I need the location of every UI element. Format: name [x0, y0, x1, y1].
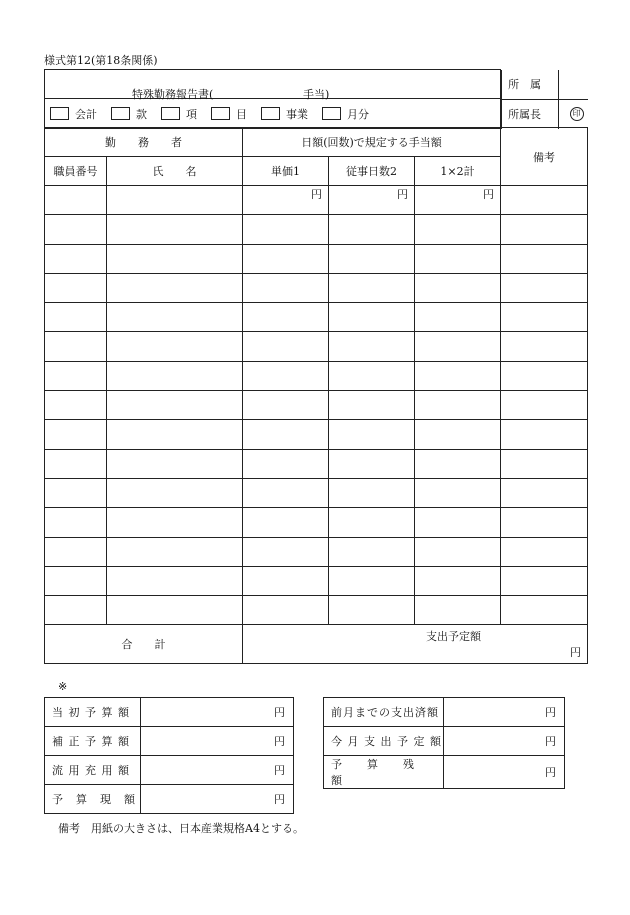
table-row [45, 244, 588, 273]
note-mark: ※ [58, 680, 68, 693]
table-cell[interactable] [243, 420, 329, 449]
table-cell[interactable] [329, 303, 415, 332]
table-cell[interactable] [415, 537, 501, 566]
report-table [44, 69, 588, 129]
checkbox[interactable] [261, 107, 280, 120]
table-cell[interactable]: 円 [243, 186, 329, 215]
table-cell[interactable] [329, 273, 415, 302]
head-label: 所属長 [501, 100, 559, 129]
budget-left-amount[interactable]: 円 [141, 785, 294, 814]
table-cell[interactable] [45, 391, 107, 420]
table-cell[interactable] [501, 186, 588, 215]
budget-right-amount[interactable]: 円 [444, 756, 565, 789]
table-cell[interactable] [329, 244, 415, 273]
checkbox-item[interactable] [161, 106, 197, 122]
checkbox-item[interactable] [261, 106, 308, 122]
table-cell[interactable] [501, 361, 588, 390]
budget-right-amount[interactable]: 円 [444, 727, 565, 756]
checkbox-label: 項 [186, 107, 197, 121]
table-row [45, 478, 588, 507]
report-title-cell [45, 70, 501, 99]
table-cell[interactable] [107, 186, 243, 215]
table-cell[interactable] [329, 391, 415, 420]
table-cell[interactable] [415, 596, 501, 625]
checkbox[interactable] [111, 107, 130, 120]
table-cell[interactable] [415, 332, 501, 361]
table-cell[interactable] [243, 391, 329, 420]
table-cell[interactable] [501, 303, 588, 332]
budget-left-label: 予 算 現 額 [45, 785, 141, 814]
head-sign-field[interactable] [559, 100, 588, 129]
checkbox-row [45, 99, 501, 129]
checkbox-label: 事業 [286, 107, 308, 121]
table-cell[interactable] [415, 244, 501, 273]
table-cell[interactable] [107, 508, 243, 537]
budget-right-row [324, 727, 565, 756]
table-cell[interactable] [415, 508, 501, 537]
budget-right-table [323, 697, 565, 789]
table-cell[interactable] [501, 537, 588, 566]
table-cell[interactable] [329, 508, 415, 537]
table-cell[interactable] [45, 508, 107, 537]
table-cell[interactable] [243, 273, 329, 302]
table-cell[interactable] [501, 508, 588, 537]
budget-right-label: 予 算 残 額 [324, 756, 444, 789]
table-row [45, 361, 588, 390]
budget-left-label: 補 正 予 算 額 [45, 727, 141, 756]
table-cell[interactable] [243, 596, 329, 625]
table-cell[interactable] [45, 566, 107, 595]
table-cell[interactable] [107, 478, 243, 507]
table-cell[interactable] [107, 303, 243, 332]
table-cell[interactable] [415, 478, 501, 507]
table-row [45, 273, 588, 302]
table-cell[interactable] [329, 478, 415, 507]
unit-price-header: 単価1 [243, 157, 329, 186]
table-row [45, 186, 588, 215]
table-cell[interactable] [415, 303, 501, 332]
table-cell[interactable] [45, 449, 107, 478]
table-cell[interactable] [45, 215, 107, 244]
worker-group-header: 勤 務 者 [45, 128, 243, 157]
table-row [45, 508, 588, 537]
table-cell[interactable] [501, 478, 588, 507]
report-title-left: 特殊勤務報告書( [132, 88, 214, 101]
table-cell[interactable] [501, 273, 588, 302]
table-cell[interactable] [329, 449, 415, 478]
table-cell[interactable] [243, 215, 329, 244]
table-cell[interactable] [107, 244, 243, 273]
checkbox-item[interactable] [50, 106, 97, 122]
checkbox-label: 款 [136, 107, 147, 121]
table-cell[interactable] [243, 508, 329, 537]
table-cell[interactable]: 円 [415, 186, 501, 215]
table-cell[interactable] [501, 420, 588, 449]
table-cell[interactable] [329, 420, 415, 449]
table-cell[interactable] [243, 244, 329, 273]
footer-note: 備考 用紙の大きさは、日本産業規格A4とする。 [58, 822, 304, 835]
checkbox-item[interactable] [111, 106, 147, 122]
budget-left-amount[interactable]: 円 [141, 727, 294, 756]
table-cell[interactable] [107, 215, 243, 244]
table-cell[interactable] [415, 420, 501, 449]
worker-table [44, 127, 588, 664]
budget-left-row [45, 698, 294, 727]
affiliation-cell [501, 70, 588, 99]
checkbox-label: 月分 [347, 107, 369, 121]
total-header: 1×2計 [415, 157, 501, 186]
table-cell[interactable] [501, 391, 588, 420]
table-cell[interactable] [329, 566, 415, 595]
table-cell[interactable] [107, 332, 243, 361]
form-number: 様式第12(第18条関係) [44, 54, 158, 67]
table-cell[interactable] [243, 478, 329, 507]
table-cell[interactable] [107, 361, 243, 390]
table-cell[interactable] [415, 391, 501, 420]
table-cell[interactable] [501, 566, 588, 595]
total-label: 合 計 [45, 625, 243, 664]
table-row [45, 332, 588, 361]
planned-amount-unit: 円 [570, 646, 582, 660]
head-cell [501, 99, 588, 129]
budget-left-row [45, 785, 294, 814]
table-cell[interactable] [415, 566, 501, 595]
budget-right-row [324, 698, 565, 727]
table-cell[interactable] [107, 273, 243, 302]
planned-amount-label: 支出予定額 [426, 630, 481, 644]
table-row [45, 391, 588, 420]
table-cell[interactable] [501, 332, 588, 361]
table-cell[interactable] [45, 273, 107, 302]
table-cell[interactable] [107, 537, 243, 566]
table-row [45, 449, 588, 478]
table-cell[interactable] [501, 244, 588, 273]
affiliation-label: 所 属 [501, 70, 559, 99]
employee-no-header: 職員番号 [45, 157, 107, 186]
table-row [45, 303, 588, 332]
table-cell[interactable] [45, 420, 107, 449]
table-cell[interactable] [45, 361, 107, 390]
table-row [45, 537, 588, 566]
table-cell[interactable] [329, 332, 415, 361]
checkbox-label: 会計 [75, 107, 97, 121]
checkbox-item[interactable] [211, 106, 247, 122]
budget-right-label: 前月までの支出済額 [324, 698, 444, 727]
table-cell[interactable] [329, 537, 415, 566]
checkbox[interactable] [322, 107, 341, 120]
table-cell[interactable] [243, 303, 329, 332]
table-cell[interactable] [501, 449, 588, 478]
table-cell[interactable] [45, 244, 107, 273]
budget-right-row [324, 756, 565, 789]
table-cell[interactable] [415, 361, 501, 390]
table-cell[interactable] [107, 420, 243, 449]
table-cell[interactable] [45, 332, 107, 361]
checkbox-item[interactable] [322, 106, 369, 122]
checkbox[interactable] [161, 107, 180, 120]
affiliation-field[interactable] [559, 70, 588, 99]
table-cell[interactable] [501, 215, 588, 244]
checkbox-label: 目 [236, 107, 247, 121]
table-row [45, 566, 588, 595]
table-cell[interactable] [501, 596, 588, 625]
table-cell[interactable] [243, 566, 329, 595]
seal-icon: 印 [570, 107, 584, 121]
table-cell[interactable] [243, 537, 329, 566]
table-row [45, 215, 588, 244]
budget-left-label: 当 初 予 算 額 [45, 698, 141, 727]
table-row [45, 596, 588, 625]
table-cell[interactable] [329, 215, 415, 244]
checkbox[interactable] [50, 107, 69, 120]
table-cell[interactable] [415, 273, 501, 302]
planned-amount-cell[interactable] [243, 625, 588, 664]
budget-right-amount[interactable]: 円 [444, 698, 565, 727]
table-row [45, 420, 588, 449]
report-title-right: 手当) [303, 88, 330, 101]
table-cell[interactable] [107, 391, 243, 420]
table-cell[interactable] [107, 596, 243, 625]
budget-left-amount[interactable]: 円 [141, 756, 294, 785]
table-cell[interactable] [45, 596, 107, 625]
name-header: 氏 名 [107, 157, 243, 186]
work-days-header: 従事日数2 [329, 157, 415, 186]
table-cell[interactable] [243, 361, 329, 390]
budget-left-label: 流 用 充 用 額 [45, 756, 141, 785]
table-cell[interactable] [243, 332, 329, 361]
table-cell[interactable] [329, 596, 415, 625]
table-cell[interactable] [415, 215, 501, 244]
table-cell[interactable] [415, 449, 501, 478]
remarks-header: 備考 [501, 128, 588, 186]
allowance-group-header: 日額(回数)で規定する手当額 [243, 128, 501, 157]
budget-left-amount[interactable]: 円 [141, 698, 294, 727]
table-cell[interactable] [45, 478, 107, 507]
table-cell[interactable] [45, 537, 107, 566]
table-cell[interactable] [45, 303, 107, 332]
budget-right-label: 今 月 支 出 予 定 額 [324, 727, 444, 756]
checkbox[interactable] [211, 107, 230, 120]
table-cell[interactable] [107, 566, 243, 595]
table-cell[interactable] [107, 449, 243, 478]
budget-left-row [45, 756, 294, 785]
budget-left-row [45, 727, 294, 756]
table-cell[interactable] [45, 186, 107, 215]
table-cell[interactable]: 円 [329, 186, 415, 215]
budget-left-table [44, 697, 294, 814]
table-cell[interactable] [329, 361, 415, 390]
table-cell[interactable] [243, 449, 329, 478]
